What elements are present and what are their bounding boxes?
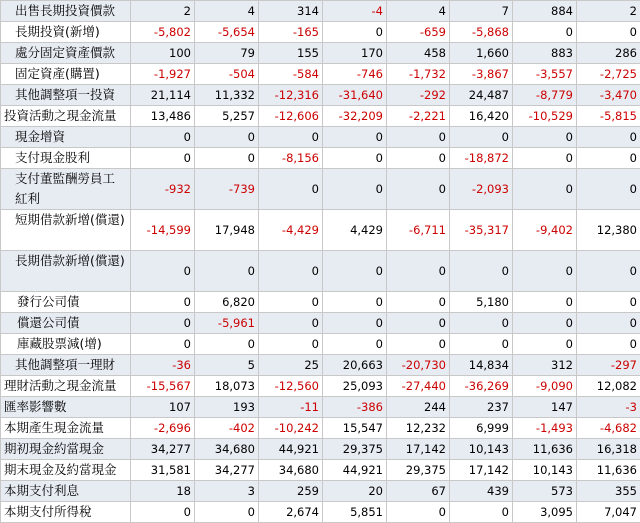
row-label: 理財活動之現金流量: [1, 376, 131, 397]
value-cell: 2: [131, 1, 195, 22]
value-cell: 883: [513, 43, 577, 64]
value-cell: 5,851: [323, 502, 387, 523]
table-row: [1, 418, 640, 439]
cash-flow-table-body: [1, 1, 640, 523]
row-label: 庫藏股票減(增): [1, 334, 131, 355]
value-cell: 0: [387, 251, 450, 292]
value-cell: -5,961: [195, 313, 259, 334]
value-cell: -10,242: [259, 418, 323, 439]
value-cell: 29,375: [387, 460, 450, 481]
value-cell: 79: [195, 43, 259, 64]
value-cell: 1,660: [450, 43, 513, 64]
value-cell: -4,429: [259, 210, 323, 251]
value-cell: 12,232: [387, 418, 450, 439]
value-cell: 0: [323, 313, 387, 334]
value-cell: 5,180: [450, 292, 513, 313]
value-cell: 0: [577, 148, 640, 169]
value-cell: 0: [450, 313, 513, 334]
value-cell: -659: [387, 22, 450, 43]
row-label: 支付董監酬勞員工紅利: [1, 169, 131, 210]
value-cell: -402: [195, 418, 259, 439]
table-row: [1, 292, 640, 313]
value-cell: 2,674: [259, 502, 323, 523]
value-cell: 4,429: [323, 210, 387, 251]
value-cell: 20: [323, 481, 387, 502]
value-cell: 0: [323, 22, 387, 43]
row-label: 期初現金約當現金: [1, 439, 131, 460]
value-cell: 0: [131, 251, 195, 292]
value-cell: 0: [259, 127, 323, 148]
value-cell: 0: [450, 502, 513, 523]
row-label: 匯率影響數: [1, 397, 131, 418]
value-cell: 24,487: [450, 85, 513, 106]
value-cell: 0: [387, 334, 450, 355]
value-cell: 0: [450, 127, 513, 148]
value-cell: 5,257: [195, 106, 259, 127]
value-cell: 0: [387, 502, 450, 523]
table-row: [1, 1, 640, 22]
value-cell: 0: [387, 313, 450, 334]
value-cell: -932: [131, 169, 195, 210]
value-cell: 17,142: [387, 439, 450, 460]
value-cell: 286: [577, 43, 640, 64]
value-cell: 0: [131, 502, 195, 523]
row-label: 出售長期投資價款: [1, 1, 131, 22]
row-label: 本期產生現金流量: [1, 418, 131, 439]
value-cell: 20,663: [323, 355, 387, 376]
value-cell: -739: [195, 169, 259, 210]
value-cell: -3,557: [513, 64, 577, 85]
value-cell: 17,142: [450, 460, 513, 481]
value-cell: 4: [195, 1, 259, 22]
value-cell: 100: [131, 43, 195, 64]
value-cell: 458: [387, 43, 450, 64]
value-cell: 34,277: [131, 439, 195, 460]
row-label: 處分固定資產價款: [1, 43, 131, 64]
value-cell: 0: [323, 148, 387, 169]
value-cell: 259: [259, 481, 323, 502]
value-cell: 44,921: [259, 439, 323, 460]
value-cell: 34,680: [259, 460, 323, 481]
value-cell: 314: [259, 1, 323, 22]
row-label: 支付現金股利: [1, 148, 131, 169]
value-cell: 884: [513, 1, 577, 22]
value-cell: 0: [513, 148, 577, 169]
value-cell: -5,654: [195, 22, 259, 43]
value-cell: 0: [195, 148, 259, 169]
row-label: 短期借款新增(償還): [1, 210, 131, 251]
value-cell: 147: [513, 397, 577, 418]
value-cell: -9,090: [513, 376, 577, 397]
table-row: [1, 85, 640, 106]
value-cell: -297: [577, 355, 640, 376]
value-cell: 0: [450, 334, 513, 355]
value-cell: 21,114: [131, 85, 195, 106]
value-cell: -11: [259, 397, 323, 418]
value-cell: -12,316: [259, 85, 323, 106]
table-row: [1, 376, 640, 397]
value-cell: 6,999: [450, 418, 513, 439]
value-cell: 29,375: [323, 439, 387, 460]
value-cell: 10,143: [513, 460, 577, 481]
value-cell: -9,402: [513, 210, 577, 251]
value-cell: 3: [195, 481, 259, 502]
value-cell: 31,581: [131, 460, 195, 481]
value-cell: 439: [450, 481, 513, 502]
value-cell: 16,318: [577, 439, 640, 460]
row-label: 固定資產(購置): [1, 64, 131, 85]
table-row: [1, 313, 640, 334]
value-cell: -2,725: [577, 64, 640, 85]
value-cell: 0: [131, 148, 195, 169]
value-cell: 0: [387, 148, 450, 169]
value-cell: 5: [195, 355, 259, 376]
value-cell: 170: [323, 43, 387, 64]
value-cell: -746: [323, 64, 387, 85]
value-cell: 6,820: [195, 292, 259, 313]
value-cell: -18,872: [450, 148, 513, 169]
value-cell: 0: [577, 169, 640, 210]
value-cell: -3,867: [450, 64, 513, 85]
value-cell: 0: [577, 292, 640, 313]
value-cell: -584: [259, 64, 323, 85]
value-cell: -12,560: [259, 376, 323, 397]
value-cell: -5,815: [577, 106, 640, 127]
value-cell: 0: [195, 502, 259, 523]
value-cell: 34,680: [195, 439, 259, 460]
value-cell: 0: [513, 22, 577, 43]
value-cell: -8,156: [259, 148, 323, 169]
value-cell: -36: [131, 355, 195, 376]
table-row: [1, 439, 640, 460]
value-cell: 15,547: [323, 418, 387, 439]
value-cell: -2,093: [450, 169, 513, 210]
value-cell: 0: [131, 313, 195, 334]
value-cell: -3: [577, 397, 640, 418]
value-cell: 0: [259, 169, 323, 210]
value-cell: 10,143: [450, 439, 513, 460]
value-cell: -292: [387, 85, 450, 106]
table-row: [1, 22, 640, 43]
value-cell: -504: [195, 64, 259, 85]
value-cell: 0: [323, 334, 387, 355]
table-row: [1, 210, 640, 251]
value-cell: -12,606: [259, 106, 323, 127]
table-row: [1, 64, 640, 85]
value-cell: 0: [323, 127, 387, 148]
value-cell: 12,082: [577, 376, 640, 397]
value-cell: 34,277: [195, 460, 259, 481]
value-cell: 18: [131, 481, 195, 502]
table-row: [1, 460, 640, 481]
value-cell: 3,095: [513, 502, 577, 523]
value-cell: -20,730: [387, 355, 450, 376]
table-row: [1, 127, 640, 148]
value-cell: 0: [577, 22, 640, 43]
table-row: [1, 397, 640, 418]
value-cell: -27,440: [387, 376, 450, 397]
value-cell: 12,380: [577, 210, 640, 251]
table-row: [1, 502, 640, 523]
value-cell: -32,209: [323, 106, 387, 127]
row-label: 本期支付利息: [1, 481, 131, 502]
value-cell: -1,927: [131, 64, 195, 85]
value-cell: -2,696: [131, 418, 195, 439]
value-cell: 0: [131, 127, 195, 148]
value-cell: -31,640: [323, 85, 387, 106]
value-cell: 193: [195, 397, 259, 418]
table-row: [1, 355, 640, 376]
value-cell: 17,948: [195, 210, 259, 251]
value-cell: 25,093: [323, 376, 387, 397]
value-cell: -15,567: [131, 376, 195, 397]
value-cell: -1,732: [387, 64, 450, 85]
value-cell: 0: [577, 127, 640, 148]
value-cell: -2,221: [387, 106, 450, 127]
value-cell: 44,921: [323, 460, 387, 481]
row-label: 發行公司債: [1, 292, 131, 313]
value-cell: -5,802: [131, 22, 195, 43]
value-cell: 18,073: [195, 376, 259, 397]
value-cell: 0: [577, 313, 640, 334]
value-cell: 11,636: [577, 460, 640, 481]
value-cell: 0: [513, 334, 577, 355]
value-cell: 312: [513, 355, 577, 376]
value-cell: 0: [387, 292, 450, 313]
value-cell: 0: [513, 127, 577, 148]
row-label: 長期借款新增(償還): [1, 251, 131, 292]
value-cell: 25: [259, 355, 323, 376]
value-cell: 0: [323, 169, 387, 210]
value-cell: 2: [577, 1, 640, 22]
value-cell: 237: [450, 397, 513, 418]
value-cell: 7: [450, 1, 513, 22]
value-cell: 355: [577, 481, 640, 502]
row-label: 本期支付所得稅: [1, 502, 131, 523]
table-row: [1, 169, 640, 210]
value-cell: 4: [387, 1, 450, 22]
value-cell: -3,470: [577, 85, 640, 106]
row-label: 其他調整項一理財: [1, 355, 131, 376]
row-label: 償還公司債: [1, 313, 131, 334]
table-row: [1, 251, 640, 292]
value-cell: 0: [577, 334, 640, 355]
table-row: [1, 148, 640, 169]
value-cell: 0: [259, 292, 323, 313]
value-cell: -10,529: [513, 106, 577, 127]
value-cell: 0: [450, 251, 513, 292]
value-cell: 0: [195, 334, 259, 355]
value-cell: 0: [577, 251, 640, 292]
value-cell: 0: [259, 334, 323, 355]
value-cell: -5,868: [450, 22, 513, 43]
value-cell: 0: [195, 127, 259, 148]
table-row: [1, 334, 640, 355]
table-row: [1, 43, 640, 64]
value-cell: -35,317: [450, 210, 513, 251]
value-cell: 0: [195, 251, 259, 292]
row-label: 投資活動之現金流量: [1, 106, 131, 127]
value-cell: -8,779: [513, 85, 577, 106]
value-cell: 107: [131, 397, 195, 418]
value-cell: 244: [387, 397, 450, 418]
value-cell: -4: [323, 1, 387, 22]
value-cell: 0: [323, 251, 387, 292]
row-label: 其他調整項一投資: [1, 85, 131, 106]
value-cell: 0: [131, 292, 195, 313]
value-cell: -4,682: [577, 418, 640, 439]
row-label: 期末現金及約當現金: [1, 460, 131, 481]
value-cell: 0: [387, 169, 450, 210]
value-cell: 0: [259, 313, 323, 334]
row-label: 現金增資: [1, 127, 131, 148]
table-row: [1, 106, 640, 127]
value-cell: -36,269: [450, 376, 513, 397]
value-cell: -165: [259, 22, 323, 43]
value-cell: 14,834: [450, 355, 513, 376]
value-cell: 0: [513, 313, 577, 334]
value-cell: 0: [513, 169, 577, 210]
value-cell: 13,486: [131, 106, 195, 127]
value-cell: 0: [513, 292, 577, 313]
value-cell: -1,493: [513, 418, 577, 439]
value-cell: -386: [323, 397, 387, 418]
value-cell: -6,711: [387, 210, 450, 251]
value-cell: 573: [513, 481, 577, 502]
value-cell: 155: [259, 43, 323, 64]
value-cell: -14,599: [131, 210, 195, 251]
value-cell: 11,332: [195, 85, 259, 106]
value-cell: 0: [131, 334, 195, 355]
row-label: 長期投資(新增): [1, 22, 131, 43]
value-cell: 16,420: [450, 106, 513, 127]
value-cell: 7,047: [577, 502, 640, 523]
value-cell: 0: [387, 127, 450, 148]
value-cell: 67: [387, 481, 450, 502]
table-row: [1, 481, 640, 502]
value-cell: 0: [513, 251, 577, 292]
value-cell: 0: [259, 251, 323, 292]
value-cell: 0: [323, 292, 387, 313]
value-cell: 11,636: [513, 439, 577, 460]
